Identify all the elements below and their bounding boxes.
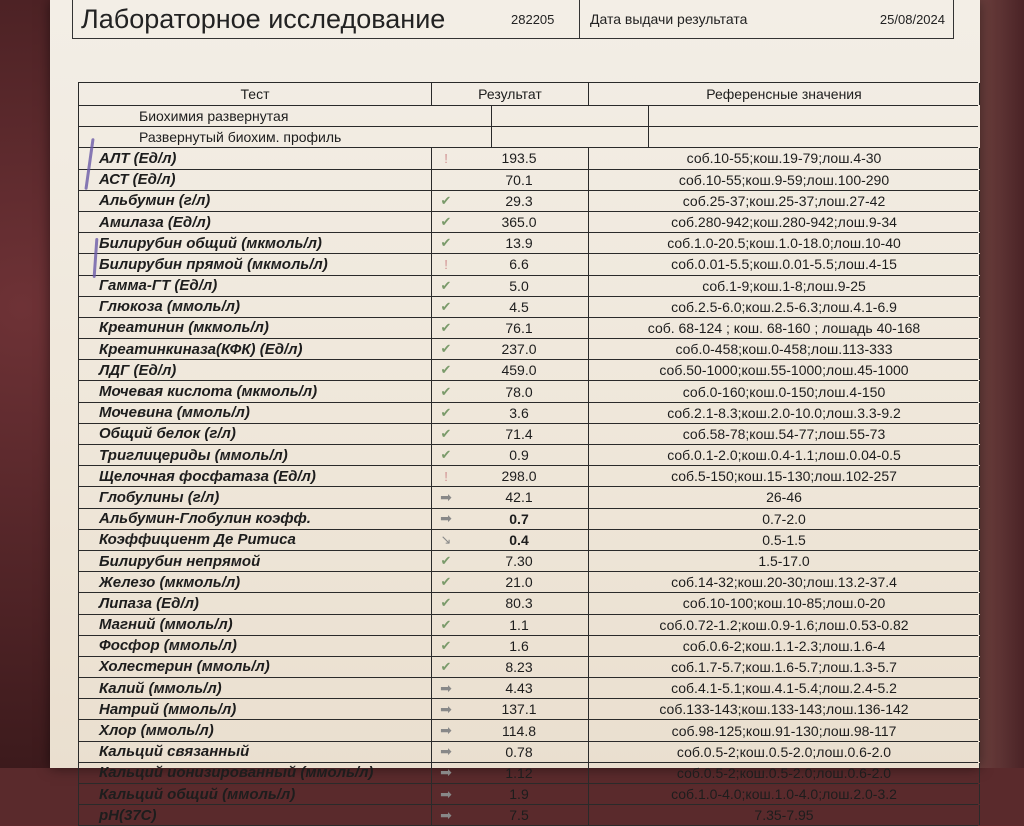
result-cell bbox=[432, 699, 589, 719]
reference-value: соб.4.1-5.1;кош.4.1-5.4;лош.2.4-5.2 bbox=[589, 678, 980, 698]
reference-value: соб.0.5-2;кош.0.5-2.0;лош.0.6-2.0 bbox=[589, 742, 980, 762]
table-body bbox=[78, 148, 978, 826]
test-name: Амилаза (Ед/л) bbox=[99, 213, 211, 231]
result-cell bbox=[432, 551, 589, 571]
result-cell bbox=[432, 763, 589, 783]
test-name: Кальций связанный bbox=[99, 743, 250, 761]
table-row bbox=[78, 720, 978, 741]
check-icon: ✔ bbox=[440, 447, 452, 463]
table-row bbox=[78, 403, 978, 424]
test-cell bbox=[78, 657, 432, 677]
test-cell bbox=[78, 466, 432, 486]
table-row bbox=[78, 742, 978, 763]
test-name: Кальций ионизированный (ммоль/л) bbox=[99, 764, 374, 782]
table-row bbox=[78, 572, 978, 593]
test-cell bbox=[78, 170, 432, 190]
check-icon: ✔ bbox=[440, 319, 452, 335]
result-value: 3.6 bbox=[509, 404, 529, 421]
reference-value: 26-46 bbox=[589, 487, 980, 507]
section-row bbox=[78, 127, 978, 148]
arrow-right-icon: ➡ bbox=[440, 722, 452, 739]
empty-flag bbox=[438, 173, 454, 187]
check-icon: ✔ bbox=[440, 637, 452, 653]
column-header-reference: Референсные значения bbox=[589, 83, 980, 105]
result-value: 1.1 bbox=[509, 616, 529, 633]
result-cell bbox=[432, 339, 589, 359]
reference-value: соб.0.72-1.2;кош.0.9-1.6;лош.0.53-0.82 bbox=[589, 615, 980, 635]
table-row bbox=[78, 339, 978, 360]
result-value: 1.6 bbox=[509, 637, 529, 654]
table-row bbox=[78, 445, 978, 466]
check-icon: ✔ bbox=[440, 404, 452, 420]
reference-value: соб.0.6-2;кош.1.1-2.3;лош.1.6-4 bbox=[589, 636, 980, 656]
result-value: 237.0 bbox=[501, 341, 537, 358]
result-value: 29.3 bbox=[505, 192, 533, 209]
test-name: Альбумин-Глобулин коэфф. bbox=[99, 510, 311, 528]
result-value: 1.9 bbox=[509, 786, 529, 803]
column-header-result: Результат bbox=[432, 83, 589, 105]
result-value: 365.0 bbox=[501, 214, 537, 231]
test-cell bbox=[78, 318, 432, 338]
exclamation-icon: ! bbox=[444, 256, 448, 272]
arrow-right-icon: ➡ bbox=[440, 700, 452, 717]
test-cell bbox=[78, 551, 432, 571]
test-name: Липаза (Ед/л) bbox=[99, 594, 199, 612]
result-cell bbox=[432, 593, 589, 613]
test-cell bbox=[78, 191, 432, 211]
test-name: Мочевина (ммоль/л) bbox=[99, 404, 250, 422]
section-title: Биохимия развернутая bbox=[78, 106, 492, 126]
test-cell bbox=[78, 487, 432, 507]
table-row bbox=[78, 424, 978, 445]
test-name: Билирубин общий (мкмоль/л) bbox=[99, 234, 322, 252]
reference-value: соб.0.5-2;кош.0.5-2.0;лош.0.6-2.0 bbox=[589, 763, 980, 783]
table-row bbox=[78, 678, 978, 699]
result-value: 6.6 bbox=[509, 256, 529, 273]
result-cell bbox=[432, 297, 589, 317]
reference-value: соб.25-37;кош.25-37;лош.27-42 bbox=[589, 191, 980, 211]
result-value: 13.9 bbox=[505, 235, 533, 252]
test-name: Билирубин прямой (мкмоль/л) bbox=[99, 255, 328, 273]
reference-value: соб.133-143;кош.133-143;лош.136-142 bbox=[589, 699, 980, 719]
check-icon: ✔ bbox=[440, 235, 452, 251]
check-icon: ✔ bbox=[440, 553, 452, 569]
result-value: 42.1 bbox=[505, 489, 533, 506]
reference-value: соб.280-942;кош.280-942;лош.9-34 bbox=[589, 212, 980, 232]
reference-value: соб.5-150;кош.15-130;лош.102-257 bbox=[589, 466, 980, 486]
test-name: pH(37C) bbox=[99, 806, 157, 824]
test-name: Креатинкиназа(КФК) (Ед/л) bbox=[99, 340, 303, 358]
report-title: Лабораторное исследование bbox=[81, 3, 446, 34]
test-cell bbox=[78, 805, 432, 825]
check-icon: ✔ bbox=[440, 192, 452, 208]
test-cell bbox=[78, 360, 432, 380]
reference-value: соб.50-1000;кош.55-1000;лош.45-1000 bbox=[589, 360, 980, 380]
reference-value: соб.1-9;кош.1-8;лош.9-25 bbox=[589, 276, 980, 296]
test-cell bbox=[78, 403, 432, 423]
test-name: Магний (ммоль/л) bbox=[99, 616, 233, 634]
section-row bbox=[78, 106, 978, 127]
test-cell bbox=[78, 615, 432, 635]
test-name: АЛТ (Ед/л) bbox=[99, 149, 177, 167]
result-value: 4.5 bbox=[509, 298, 529, 315]
table-row bbox=[78, 360, 978, 381]
result-cell bbox=[432, 742, 589, 762]
test-cell bbox=[78, 276, 432, 296]
result-value: 5.0 bbox=[509, 277, 529, 294]
test-name: Альбумин (г/л) bbox=[99, 192, 211, 210]
table-row bbox=[78, 254, 978, 275]
result-cell bbox=[432, 487, 589, 507]
reference-value: соб.1.0-4.0;кош.1.0-4.0;лош.2.0-3.2 bbox=[589, 784, 980, 804]
test-name: Креатинин (мкмоль/л) bbox=[99, 319, 269, 337]
reference-value: соб.0.01-5.5;кош.0.01-5.5;лош.4-15 bbox=[589, 254, 980, 274]
test-cell bbox=[78, 784, 432, 804]
check-icon: ✔ bbox=[440, 383, 452, 399]
check-icon: ✔ bbox=[440, 574, 452, 590]
column-header-test: Тест bbox=[78, 83, 432, 105]
test-name: Коэффициент Де Ритиса bbox=[99, 531, 296, 549]
check-icon: ✔ bbox=[440, 341, 452, 357]
issue-date-label: Дата выдачи результата bbox=[590, 11, 748, 27]
arrow-right-icon: ➡ bbox=[440, 785, 452, 802]
test-cell bbox=[78, 212, 432, 232]
arrow-down-right-icon: ↘ bbox=[440, 531, 452, 547]
test-cell bbox=[78, 636, 432, 656]
result-value: 7.5 bbox=[509, 807, 529, 824]
result-cell bbox=[432, 466, 589, 486]
reference-value: соб.10-100;кош.10-85;лош.0-20 bbox=[589, 593, 980, 613]
test-name: Глобулины (г/л) bbox=[99, 488, 220, 506]
reference-value: соб.0-458;кош.0-458;лош.113-333 bbox=[589, 339, 980, 359]
result-value: 80.3 bbox=[505, 595, 533, 612]
test-cell bbox=[78, 720, 432, 740]
result-value: 298.0 bbox=[501, 468, 537, 485]
table-row bbox=[78, 763, 978, 784]
table-row bbox=[78, 530, 978, 551]
reference-value: соб.1.7-5.7;кош.1.6-5.7;лош.1.3-5.7 bbox=[589, 657, 980, 677]
table-row bbox=[78, 509, 978, 530]
reference-value: 0.7-2.0 bbox=[589, 509, 980, 529]
test-name: Общий белок (г/л) bbox=[99, 425, 236, 443]
check-icon: ✔ bbox=[440, 214, 452, 230]
table-row bbox=[78, 276, 978, 297]
reference-value: соб.14-32;кош.20-30;лош.13.2-37.4 bbox=[589, 572, 980, 592]
reference-value: 1.5-17.0 bbox=[589, 551, 980, 571]
result-cell bbox=[432, 170, 589, 190]
test-name: Глюкоза (ммоль/л) bbox=[99, 298, 240, 316]
arrow-right-icon: ➡ bbox=[440, 488, 452, 505]
test-cell bbox=[78, 593, 432, 613]
results-table bbox=[78, 82, 978, 824]
table-row bbox=[78, 297, 978, 318]
result-value: 0.7 bbox=[509, 510, 529, 527]
test-cell bbox=[78, 233, 432, 253]
test-cell bbox=[78, 699, 432, 719]
result-value: 76.1 bbox=[505, 319, 533, 336]
check-icon: ✔ bbox=[440, 658, 452, 674]
report-header bbox=[72, 0, 954, 39]
reference-value: соб.2.1-8.3;кош.2.0-10.0;лош.3.3-9.2 bbox=[589, 403, 980, 423]
result-cell bbox=[432, 678, 589, 698]
result-value: 0.4 bbox=[509, 531, 529, 548]
test-name: Мочевая кислота (мкмоль/л) bbox=[99, 383, 318, 401]
section-subtitle: Развернутый биохим. профиль bbox=[78, 127, 492, 147]
result-cell bbox=[432, 784, 589, 804]
result-cell bbox=[432, 530, 589, 550]
result-cell bbox=[432, 424, 589, 444]
issue-date: 25/08/2024 bbox=[879, 11, 945, 27]
table-row bbox=[78, 551, 978, 572]
check-icon: ✔ bbox=[440, 595, 452, 611]
result-cell bbox=[432, 509, 589, 529]
arrow-right-icon: ➡ bbox=[440, 806, 452, 823]
result-value: 7.30 bbox=[505, 553, 533, 570]
table-row bbox=[78, 657, 978, 678]
reference-value: соб.2.5-6.0;кош.2.5-6.3;лош.4.1-6.9 bbox=[589, 297, 980, 317]
result-value: 0.9 bbox=[509, 447, 529, 464]
result-cell bbox=[432, 148, 589, 168]
result-cell bbox=[432, 403, 589, 423]
test-name: Гамма-ГТ (Ед/л) bbox=[99, 277, 218, 295]
test-name: АСТ (Ед/л) bbox=[99, 171, 176, 189]
reference-value: соб.10-55;кош.9-59;лош.100-290 bbox=[589, 170, 980, 190]
arrow-right-icon: ➡ bbox=[440, 679, 452, 696]
result-cell bbox=[432, 360, 589, 380]
table-row bbox=[78, 148, 978, 169]
test-cell bbox=[78, 148, 432, 168]
test-name: Билирубин непрямой bbox=[99, 552, 261, 570]
lab-report-sheet bbox=[50, 0, 980, 824]
test-name: Фосфор (ммоль/л) bbox=[99, 637, 237, 655]
reference-value: соб.1.0-20.5;кош.1.0-18.0;лош.10-40 bbox=[589, 233, 980, 253]
test-name: Железо (мкмоль/л) bbox=[99, 573, 241, 591]
table-row bbox=[78, 699, 978, 720]
result-value: 8.23 bbox=[505, 658, 533, 675]
result-cell bbox=[432, 212, 589, 232]
test-name: Триглицериды (ммоль/л) bbox=[99, 446, 288, 464]
test-name: Щелочная фосфатаза (Ед/л) bbox=[99, 467, 316, 485]
check-icon: ✔ bbox=[440, 616, 452, 632]
result-cell bbox=[432, 254, 589, 274]
result-value: 459.0 bbox=[501, 362, 537, 379]
test-name: Калий (ммоль/л) bbox=[99, 679, 222, 697]
result-cell bbox=[432, 805, 589, 825]
table-row bbox=[78, 466, 978, 487]
test-cell bbox=[78, 763, 432, 783]
result-cell bbox=[432, 233, 589, 253]
test-cell bbox=[78, 254, 432, 274]
result-cell bbox=[432, 657, 589, 677]
reference-value: соб. 68-124 ; кош. 68-160 ; лошадь 40-168 bbox=[589, 318, 980, 338]
test-cell bbox=[78, 572, 432, 592]
result-value: 0.78 bbox=[505, 743, 533, 760]
table-row bbox=[78, 170, 978, 191]
table-row bbox=[78, 212, 978, 233]
result-value: 4.43 bbox=[505, 680, 533, 697]
result-value: 71.4 bbox=[505, 425, 533, 442]
test-cell bbox=[78, 424, 432, 444]
table-row bbox=[78, 381, 978, 402]
arrow-right-icon: ➡ bbox=[440, 743, 452, 760]
check-icon: ✔ bbox=[440, 298, 452, 314]
test-cell bbox=[78, 742, 432, 762]
test-cell bbox=[78, 381, 432, 401]
check-icon: ✔ bbox=[440, 362, 452, 378]
result-cell bbox=[432, 720, 589, 740]
reference-value: соб.10-55;кош.19-79;лош.4-30 bbox=[589, 148, 980, 168]
reference-value: соб.0.1-2.0;кош.0.4-1.1;лош.0.04-0.5 bbox=[589, 445, 980, 465]
result-value: 1.12 bbox=[505, 764, 533, 781]
result-value: 114.8 bbox=[502, 722, 536, 739]
table-row bbox=[78, 191, 978, 212]
test-name: Натрий (ммоль/л) bbox=[99, 700, 237, 718]
result-cell bbox=[432, 445, 589, 465]
result-value: 193.5 bbox=[501, 150, 537, 167]
test-name: Кальций общий (ммоль/л) bbox=[99, 785, 296, 803]
table-row bbox=[78, 487, 978, 508]
test-cell bbox=[78, 445, 432, 465]
test-name: Холестерин (ммоль/л) bbox=[99, 658, 270, 676]
test-cell bbox=[78, 297, 432, 317]
table-header-row bbox=[78, 82, 978, 106]
result-cell bbox=[432, 191, 589, 211]
result-value: 137.1 bbox=[501, 701, 537, 718]
table-row bbox=[78, 593, 978, 614]
reference-value: 0.5-1.5 bbox=[589, 530, 980, 550]
test-name: ЛДГ (Ед/л) bbox=[99, 361, 177, 379]
reference-value: соб.58-78;кош.54-77;лош.55-73 bbox=[589, 424, 980, 444]
arrow-right-icon: ➡ bbox=[440, 764, 452, 781]
result-cell bbox=[432, 615, 589, 635]
reference-value: 7.35-7.95 bbox=[589, 805, 980, 825]
table-row bbox=[78, 784, 978, 805]
test-name: Хлор (ммоль/л) bbox=[99, 722, 214, 740]
result-value: 78.0 bbox=[505, 383, 533, 400]
test-cell bbox=[78, 509, 432, 529]
test-cell bbox=[78, 530, 432, 550]
table-row bbox=[78, 636, 978, 657]
result-value: 21.0 bbox=[505, 574, 533, 591]
check-icon: ✔ bbox=[440, 277, 452, 293]
result-value: 70.1 bbox=[505, 171, 533, 188]
report-number: 282205 bbox=[511, 0, 580, 38]
table-row bbox=[78, 318, 978, 339]
result-cell bbox=[432, 381, 589, 401]
table-row bbox=[78, 233, 978, 254]
table-row bbox=[78, 615, 978, 636]
table-row bbox=[78, 805, 978, 826]
exclamation-icon: ! bbox=[444, 468, 448, 484]
test-cell bbox=[78, 339, 432, 359]
result-cell bbox=[432, 318, 589, 338]
result-cell bbox=[432, 636, 589, 656]
test-cell bbox=[78, 678, 432, 698]
check-icon: ✔ bbox=[440, 425, 452, 441]
result-cell bbox=[432, 276, 589, 296]
result-cell bbox=[432, 572, 589, 592]
reference-value: соб.0-160;кош.0-150;лош.4-150 bbox=[589, 381, 980, 401]
arrow-right-icon: ➡ bbox=[440, 510, 452, 527]
reference-value: соб.98-125;кош.91-130;лош.98-117 bbox=[589, 720, 980, 740]
exclamation-icon: ! bbox=[444, 150, 448, 166]
